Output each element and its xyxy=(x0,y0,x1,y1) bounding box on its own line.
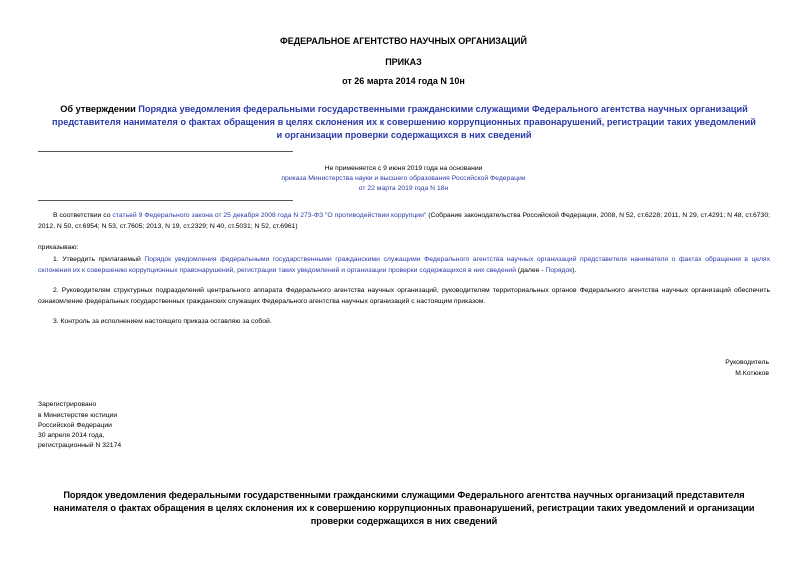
registration-line5: регистрационный N 32174 xyxy=(38,442,122,449)
status-note-link-line3[interactable]: от 22 марта 2019 года N 18н xyxy=(358,185,449,192)
annex-title: Порядок уведомления федеральными государственными гражданскими служащими Федерального агентства научных организаций представителя нанимателя о фактах обращения в целях склонения их к совершению коррупционных правонарушений, регистрации таких уведомлений и организации проверки содержащихся в них сведений xyxy=(53,490,755,526)
preamble-paragraph xyxy=(38,210,770,232)
item-1-procedure-link[interactable]: Порядок уведомления федеральными государственными гражданскими служащими Федерального агентства научных организаций представителя нанимателя о фактах обращения в целях склонения их к совершению коррупционных правонарушений, регистрации таких уведомлений и организации проверки содержащихся в них сведений xyxy=(38,256,770,274)
registration-line4: 30 апреля 2014 года, xyxy=(38,432,105,439)
item-1-pre: 1. Утвердить прилагаемый xyxy=(53,256,145,263)
status-note-line1: Не применяется с 9 июня 2019 года на основании xyxy=(324,165,483,172)
item-1-mid: (далее - xyxy=(516,267,546,274)
item-1-paragraph xyxy=(38,254,770,276)
preamble-law-link[interactable]: статьей 9 Федерального закона от 25 декабря 2008 года N 273-ФЗ "О противодействии коррупции" xyxy=(112,212,427,219)
registration-line1: Зарегистрировано xyxy=(38,401,97,408)
doc-type-heading: ПРИКАЗ xyxy=(385,57,422,67)
preamble-text1: В соответствии со xyxy=(53,212,113,219)
order-title-prefix: Об утверждении xyxy=(60,104,139,114)
registration-line3: Российской Федерации xyxy=(38,422,112,429)
status-note-link-line2[interactable]: приказа Министерства науки и высшего образования Российской Федерации xyxy=(281,175,526,182)
signature-position: Руководитель xyxy=(725,359,769,366)
order-title xyxy=(48,103,760,142)
preamble-text2: (Собрание законодательства Российской Федерации, 2008, N 52, ст.6228; 2011, N 29, ст.4291; N 48, ст.6730; 2012, N 50, ст.6954; N 53, ст.7605; 2013, N 19, ст.2329; N 40, ст.5031; N 52, ст.6961) xyxy=(38,212,771,230)
divider-top xyxy=(38,151,293,152)
signature-block xyxy=(725,357,769,379)
signature-name: М.Котюков xyxy=(735,370,769,377)
registration-line2: в Министерстве юстиции xyxy=(38,412,118,419)
date-number-heading: от 26 марта 2014 года N 10н xyxy=(342,76,465,86)
item-2-paragraph: 2. Руководителям структурных подразделений центрального аппарата Федерального агентства научных организаций, руководителям территориальных органов Федерального агентства научных организаций обеспечить ознакомление федеральных государственных гражданских служащих Федерального агентства научных организаций с настоящим приказом. xyxy=(38,287,770,305)
registration-block xyxy=(38,400,121,451)
item-3-paragraph: 3. Контроль за исполнением настоящего приказа оставляю за собой. xyxy=(53,318,272,325)
order-word: приказываю: xyxy=(38,244,79,251)
order-title-link[interactable]: Порядка уведомления федеральными государственными гражданскими служащими Федерального агентства научных организаций представителя нанимателя о фактах обращения в целях склонения их к совершению коррупционных правонарушений, регистрации таких уведомлений и организации проверки содержащихся в них сведений xyxy=(52,104,756,140)
status-note xyxy=(0,164,807,194)
item-1-procedure-short-link[interactable]: Порядок xyxy=(545,267,573,274)
item-1-end: ). xyxy=(572,267,577,274)
divider-bottom xyxy=(38,200,293,201)
agency-heading: ФЕДЕРАЛЬНОЕ АГЕНТСТВО НАУЧНЫХ ОРГАНИЗАЦИЙ xyxy=(280,36,527,46)
